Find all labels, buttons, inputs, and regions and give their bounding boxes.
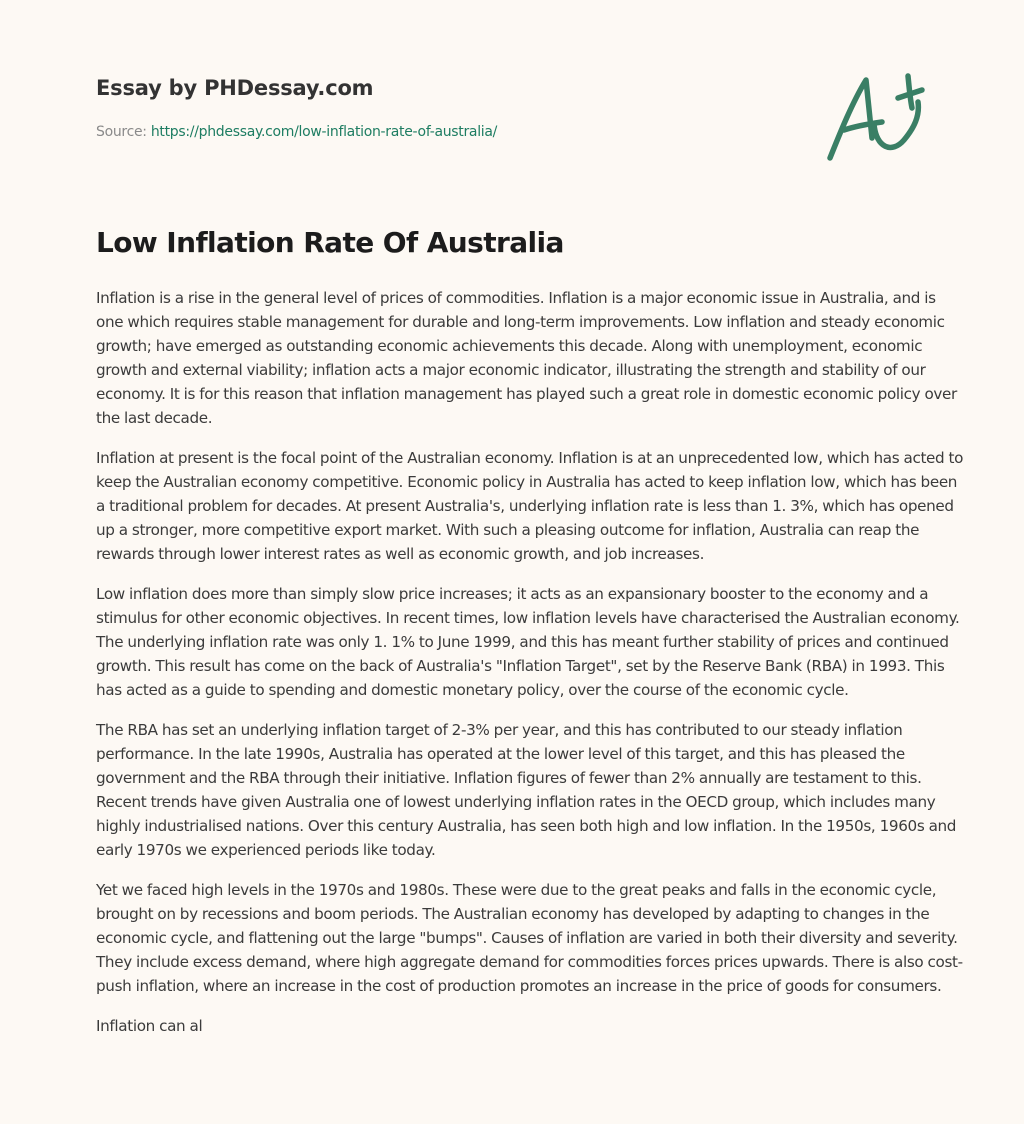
essay-paragraph: Inflation is a rise in the general level of prices of commodities. Inflation is a major economic issue in Australia, and is one which requires stable management for durable and long-term improvements. Low inflation and steady economic growth; have emerged as outstanding economic achievements this decade. Along with unemployment, economic growth and external viability; inflation acts a major economic indicator, illustrating the strength and stability of our economy. It is for this reason that inflation management has played such a great role in domestic economic policy over the last decade. — [96, 289, 957, 427]
source-link[interactable]: https://phdessay.com/low-inflation-rate-of-australia/ — [150, 124, 498, 140]
a-plus-grade-icon — [822, 68, 932, 166]
essay-paragraph: Yet we faced high levels in the 1970s and 1980s. These were due to the great peaks and falls in the economic cycle, brought on by recessions and boom periods. The Australian economy has developed by adapting to changes in the economic cycle, and flattening out the large "bumps". Causes of inflation are varied in both their diversity and severity. They include excess demand, where high aggregate demand for commodities forces prices upwards. There is also cost-push inflation, where an increase in the cost of production promotes an increase in the price of goods for consumers. — [96, 881, 963, 995]
essay-body — [96, 286, 966, 1054]
site-title: Essay by PHDessay.com — [96, 76, 374, 100]
essay-header — [96, 76, 936, 142]
essay-paragraph: The RBA has set an underlying inflation target of 2-3% per year, and this has contributed to our steady inflation performance. In the late 1990s, Australia has operated at the lower level of this target, and this has pleased the government and the RBA through their initiative. Inflation figures of fewer than 2% annually are testament to this. Recent trends have given Australia one of lowest underlying inflation rates in the OECD group, which includes many highly industrialised nations. Over this century Australia, has seen both high and low inflation. In the 1950s, 1960s and early 1970s we experienced periods like today. — [96, 721, 957, 859]
essay-paragraph-truncated: Inflation can al — [96, 1017, 203, 1035]
source-line — [96, 122, 936, 142]
source-label: Source: — [96, 124, 147, 140]
essay-title: Low Inflation Rate Of Australia — [96, 226, 564, 259]
essay-paragraph: Inflation at present is the focal point of the Australian economy. Inflation is at an unprecedented low, which has acted to keep the Australian economy competitive. Economic policy in Australia has acted to keep inflation low, which has been a traditional problem for decades. At present Australia's, underlying inflation rate is less than 1. 3%, which has opened up a stronger, more competitive export market. With such a pleasing outcome for inflation, Australia can reap the rewards through lower interest rates as well as economic growth, and job increases. — [96, 449, 964, 563]
essay-paragraph: Low inflation does more than simply slow price increases; it acts as an expansionary booster to the economy and a stimulus for other economic objectives. In recent times, low inflation levels have characterised the Australian economy. The underlying inflation rate was only 1. 1% to June 1999, and this has meant further stability of prices and continued growth. This result has come on the back of Australia's "Inflation Target", set by the Reserve Bank (RBA) in 1993. This has acted as a guide to spending and domestic monetary policy, over the course of the economic cycle. — [96, 585, 960, 699]
